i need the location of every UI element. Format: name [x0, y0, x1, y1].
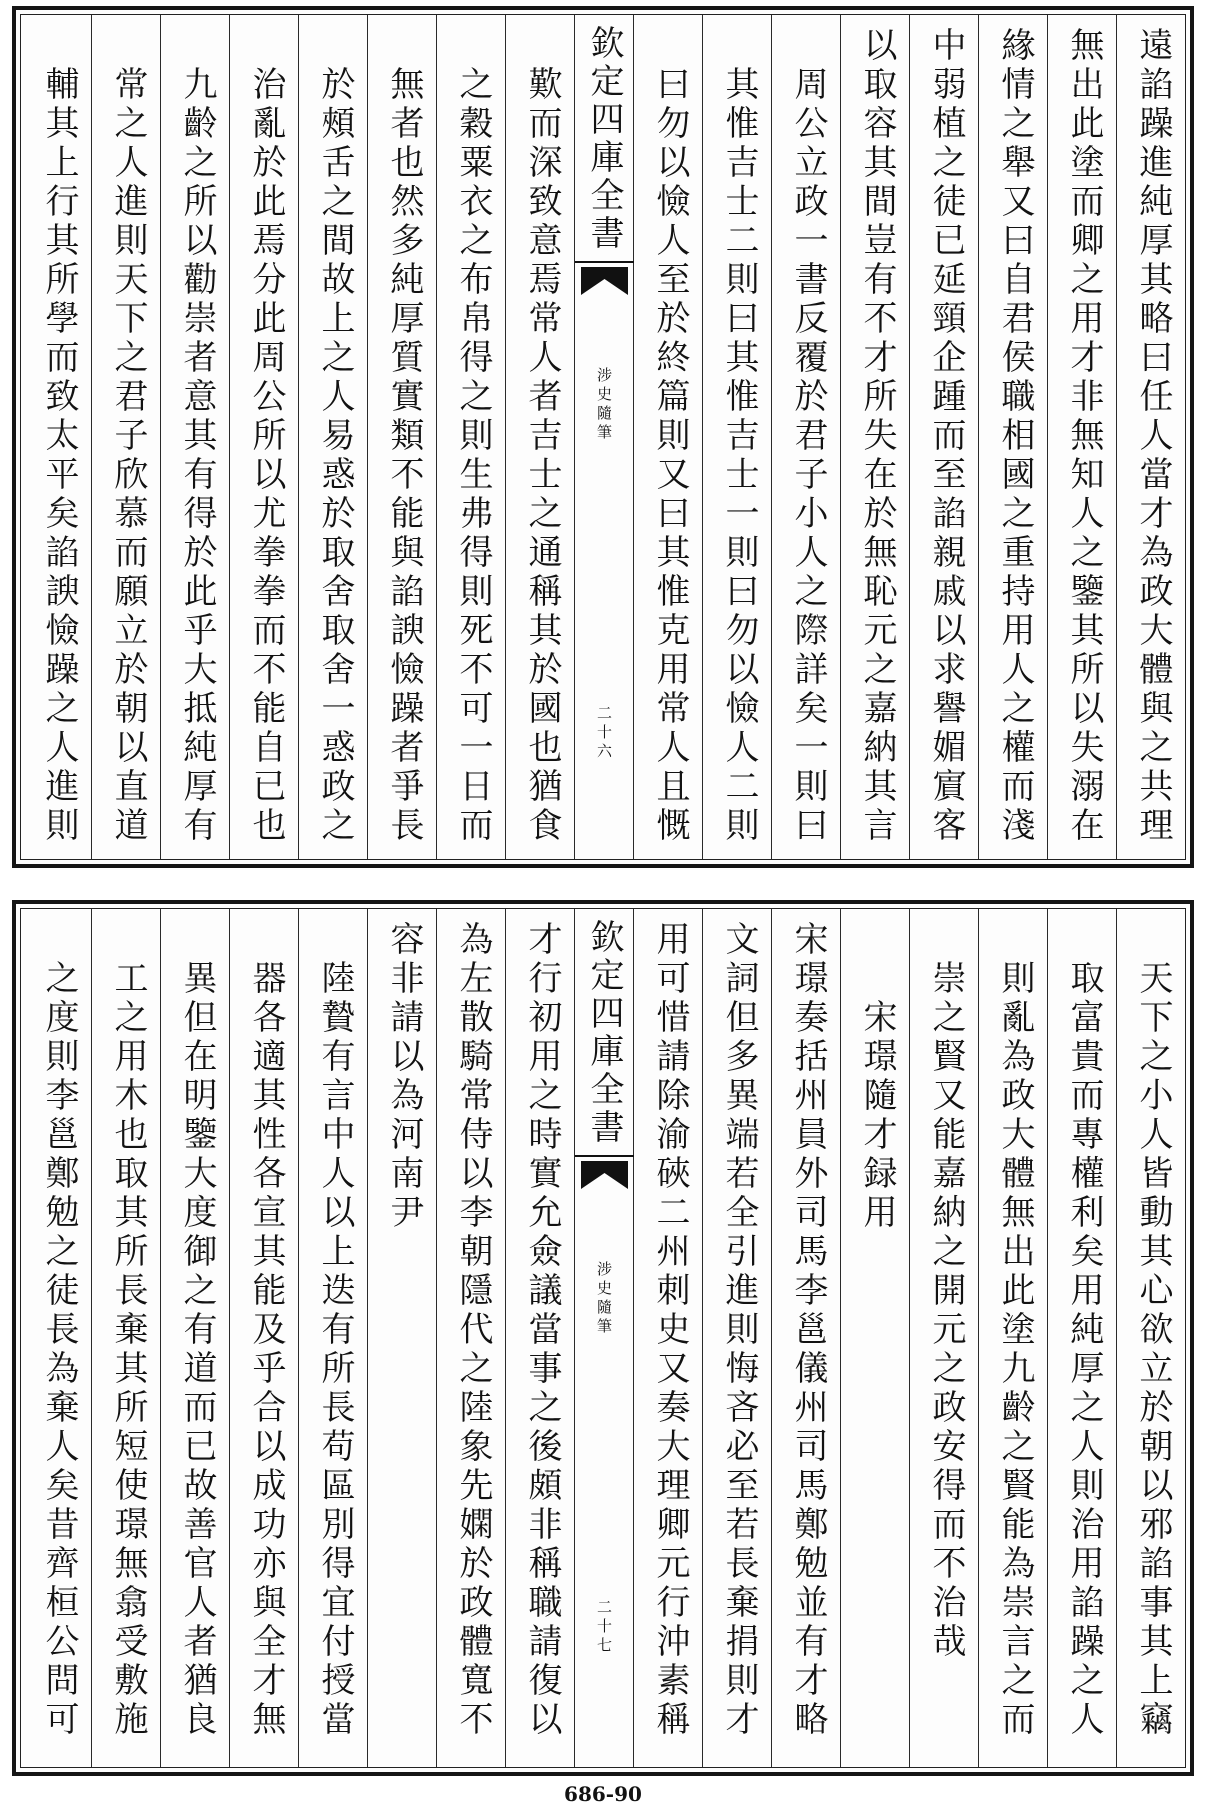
text-column: 輔其上行其所學而致太平矣諂諛憸躁之人進則	[39, 66, 79, 846]
fold-book-title: 涉史隨筆	[595, 1261, 613, 1337]
text-column: 之度則李邕鄭勉之徒長為棄人矣昔齊桓公問可	[39, 960, 79, 1740]
page-footer-number: 686-90	[564, 1782, 642, 1806]
fish-tail-shape	[581, 1161, 628, 1189]
text-column: 陸贄有言中人以上迭有所長苟區別得宜付授當	[298, 909, 367, 1767]
text-column: 九齡之所以勸崇者意其有得於此乎大抵純厚有	[160, 15, 229, 859]
fold-column	[574, 15, 633, 859]
text-column: 異但在明鑒大度御之有道而已故善官人者猶良	[160, 909, 229, 1767]
text-column: 歎而深致意焉常人者吉士之通稱其於國也猶食	[505, 15, 574, 859]
text-column: 治亂於此焉分此周公所以尤拳拳而不能自已也	[229, 15, 298, 859]
text-column: 以取容其間豈有不才所失在於無恥元之嘉納其言	[840, 15, 909, 859]
text-column: 容非請以為河南尹	[367, 909, 436, 1767]
text-column: 常之人進則天下之君子欣慕而願立於朝以直道	[91, 15, 160, 859]
panel-inner-frame	[20, 908, 1186, 1768]
text-column: 崇之賢又能嘉納之開元之政安得而不治哉	[909, 909, 978, 1767]
text-column: 用可惜請除渝硤二州刺史又奏大理卿元行沖素稱	[633, 909, 702, 1767]
page-panel-top	[12, 6, 1194, 868]
fold-page-number: 二十七	[595, 1599, 613, 1656]
column-row	[21, 909, 1185, 1767]
fold-title: 欽定四庫全書	[584, 919, 624, 1147]
fish-tail-mark	[575, 259, 634, 303]
fold-page-number: 二十六	[595, 705, 613, 762]
text-column: 為左散騎常侍以李朝隱代之陸象先嫻於政體寬不	[436, 909, 505, 1767]
fold-title: 欽定四庫全書	[584, 25, 624, 253]
text-column: 無者也然多純厚質實類不能與諂諛憸躁者爭長	[367, 15, 436, 859]
column-row	[21, 15, 1185, 859]
text-column: 宋璟奏括州員外司馬李邕儀州司馬鄭勉並有才略	[771, 909, 840, 1767]
text-column: 文詞但多異端若全引進則悔吝必至若長棄捐則才	[702, 909, 771, 1767]
panel-inner-frame	[20, 14, 1186, 860]
text-column: 曰勿以憸人至於終篇則又曰其惟克用常人且慨	[633, 15, 702, 859]
text-column: 無出此塗而卿之用才非無知人之鑒其所以失溺在	[1047, 15, 1116, 859]
text-column: 緣情之舉又曰自君侯職相國之重持用人之權而淺	[978, 15, 1047, 859]
text-column: 才行初用之時實允僉議當事之後頗非稱職請復以	[505, 909, 574, 1767]
page-panel-bottom	[12, 900, 1194, 1776]
text-column: 取富貴而專權利矣用純厚之人則治用諂躁之人	[1047, 909, 1116, 1767]
text-column: 周公立政一書反覆於君子小人之際詳矣一則曰	[771, 15, 840, 859]
text-column: 其惟吉士二則曰其惟吉士一則曰勿以憸人二則	[702, 15, 771, 859]
fold-column	[574, 909, 633, 1767]
text-column: 器各適其性各宣其能及乎合以成功亦與全才無	[229, 909, 298, 1767]
text-column: 中弱植之徒已延頸企踵而至諂親戚以求譽媚賔客	[909, 15, 978, 859]
fish-tail-mark	[575, 1153, 634, 1197]
text-column: 於頰舌之間故上之人易惑於取舍取舍一惑政之	[298, 15, 367, 859]
fold-book-title: 涉史隨筆	[595, 367, 613, 443]
text-column: 工之用木也取其所長棄其所短使璟無翕受敷施	[91, 909, 160, 1767]
text-column: 之穀粟衣之布帛得之則生弗得則死不可一日而	[436, 15, 505, 859]
text-column: 則亂為政大體無出此塗九齡之賢能為崇言之而	[978, 909, 1047, 1767]
fish-tail-shape	[581, 267, 628, 295]
text-column: 遠諂躁進純厚其略曰任人當才為政大體與之共理	[1116, 15, 1185, 859]
section-heading: 宋璟隨才録用	[840, 909, 909, 1767]
text-column: 天下之小人皆動其心欲立於朝以邪諂事其上竊	[1116, 909, 1185, 1767]
